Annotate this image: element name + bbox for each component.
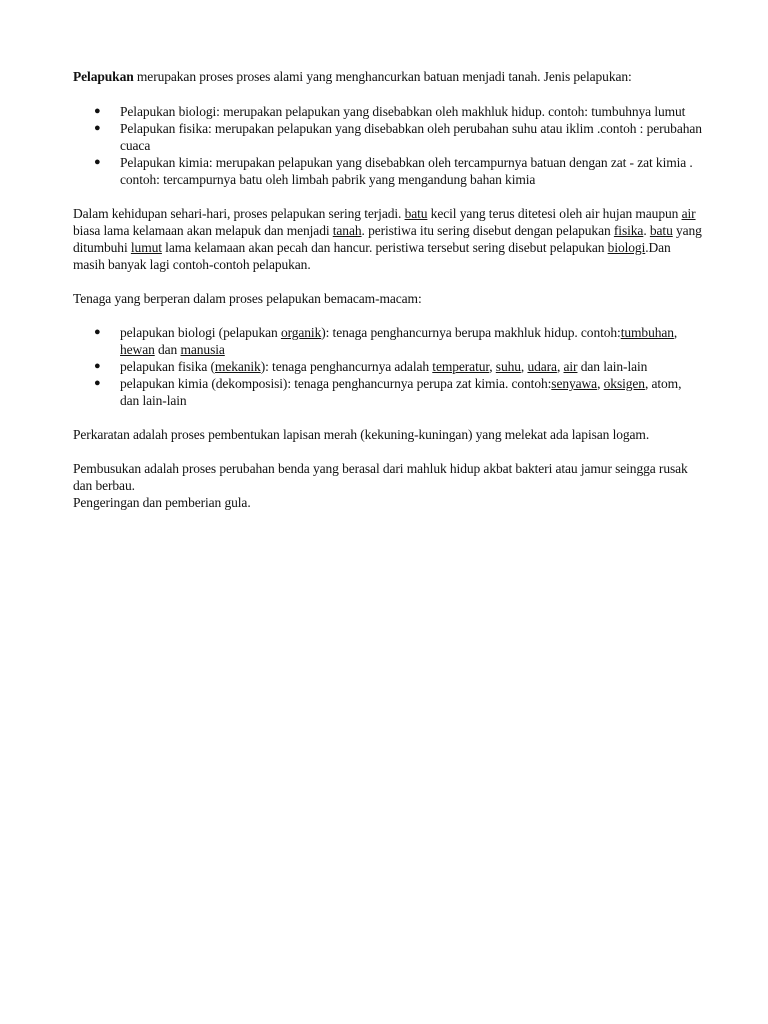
weathering-types-list <box>73 103 703 188</box>
link-biologi[interactable]: biologi <box>607 240 646 255</box>
link-tumbuhan[interactable]: tumbuhan <box>620 325 674 340</box>
list-item: ● pelapukan kimia (dekomposisi): tenaga penghancurnya perupa zat kimia. contoh:senyawa, oksigen, atom, dan lain-lain <box>94 376 682 408</box>
link-lumut[interactable]: lumut <box>130 240 162 255</box>
bullet-icon: ● <box>94 326 101 338</box>
forces-heading-paragraph: Tenaga yang berperan dalam proses pelapukan bemacam-macam: <box>73 291 422 306</box>
daily-life-paragraph: Dalam kehidupan sehari-hari, proses pelapukan sering terjadi. batu kecil yang terus ditetesi oleh air hujan maupun air biasa lama kelamaan akan melapuk dan menjadi tanah. peristiwa itu sering disebut dengan pelapukan fisika. batu yang ditumbuhi lumut lama kelamaan akan pecah dan hancur. peristiwa tersebut sering disebut pelapukan biologi.Dan masih banyak lagi contoh-contoh pelapukan. <box>73 206 702 272</box>
link-temperatur[interactable]: temperatur <box>432 359 490 374</box>
intro-paragraph <box>73 68 703 85</box>
link-batu[interactable]: batu <box>404 206 428 221</box>
link-air[interactable]: air <box>681 206 696 221</box>
link-manusia[interactable]: manusia <box>180 342 225 357</box>
link-udara[interactable]: udara <box>527 359 557 374</box>
bullet-icon: ● <box>94 105 101 117</box>
bullet-icon: ● <box>94 122 101 134</box>
link-hewan[interactable]: hewan <box>120 342 155 357</box>
bullet-icon: ● <box>94 360 101 372</box>
list-item: ● pelapukan biologi (pelapukan organik): tenaga penghancurnya berupa makhluk hidup. contoh:tumbuhan, hewan dan manusia <box>94 325 678 357</box>
link-batu[interactable]: batu <box>649 223 673 238</box>
bullet-icon: ● <box>94 156 101 168</box>
link-tanah[interactable]: tanah <box>332 223 362 238</box>
drying-paragraph: Pengeringan dan pemberian gula. <box>73 495 251 510</box>
bullet-icon: ● <box>94 377 101 389</box>
list-item: ● Pelapukan fisika: merupakan pelapukan yang disebabkan oleh perubahan suhu atau iklim .contoh : perubahan cuaca <box>94 121 702 153</box>
link-organik[interactable]: organik <box>280 325 322 340</box>
document-body <box>73 68 703 511</box>
link-suhu[interactable]: suhu <box>495 359 521 374</box>
link-mekanik[interactable]: mekanik <box>214 359 261 374</box>
decay-paragraph: Pembusukan adalah proses perubahan benda yang berasal dari mahluk hidup akbat bakteri atau jamur seingga rusak dan berbau. <box>73 461 688 493</box>
link-fisika[interactable]: fisika <box>613 223 644 238</box>
list-item: ● pelapukan fisika (mekanik): tenaga penghancurnya adalah temperatur, suhu, udara, air dan lain-lain <box>94 359 648 374</box>
link-oksigen[interactable]: oksigen <box>603 376 645 391</box>
rusting-paragraph: Perkaratan adalah proses pembentukan lapisan merah (kekuning-kuningan) yang melekat ada lapisan logam. <box>73 427 650 442</box>
forces-list <box>73 324 703 409</box>
link-air[interactable]: air <box>563 359 578 374</box>
link-senyawa[interactable]: senyawa <box>551 376 598 391</box>
intro-text: merupakan proses proses alami yang menghancurkan batuan menjadi tanah. Jenis pelapukan: <box>133 69 632 84</box>
list-item: ● Pelapukan kimia: merupakan pelapukan yang disebabkan oleh tercampurnya batuan dengan zat - zat kimia . contoh: tercampurnya batu oleh limbah pabrik yang mengandung bahan kimia <box>94 155 693 187</box>
intro-term: Pelapukan <box>73 69 134 84</box>
list-item: ● Pelapukan biologi: merupakan pelapukan yang disebabkan oleh makhluk hidup. contoh: tumbuhnya lumut <box>94 104 686 119</box>
